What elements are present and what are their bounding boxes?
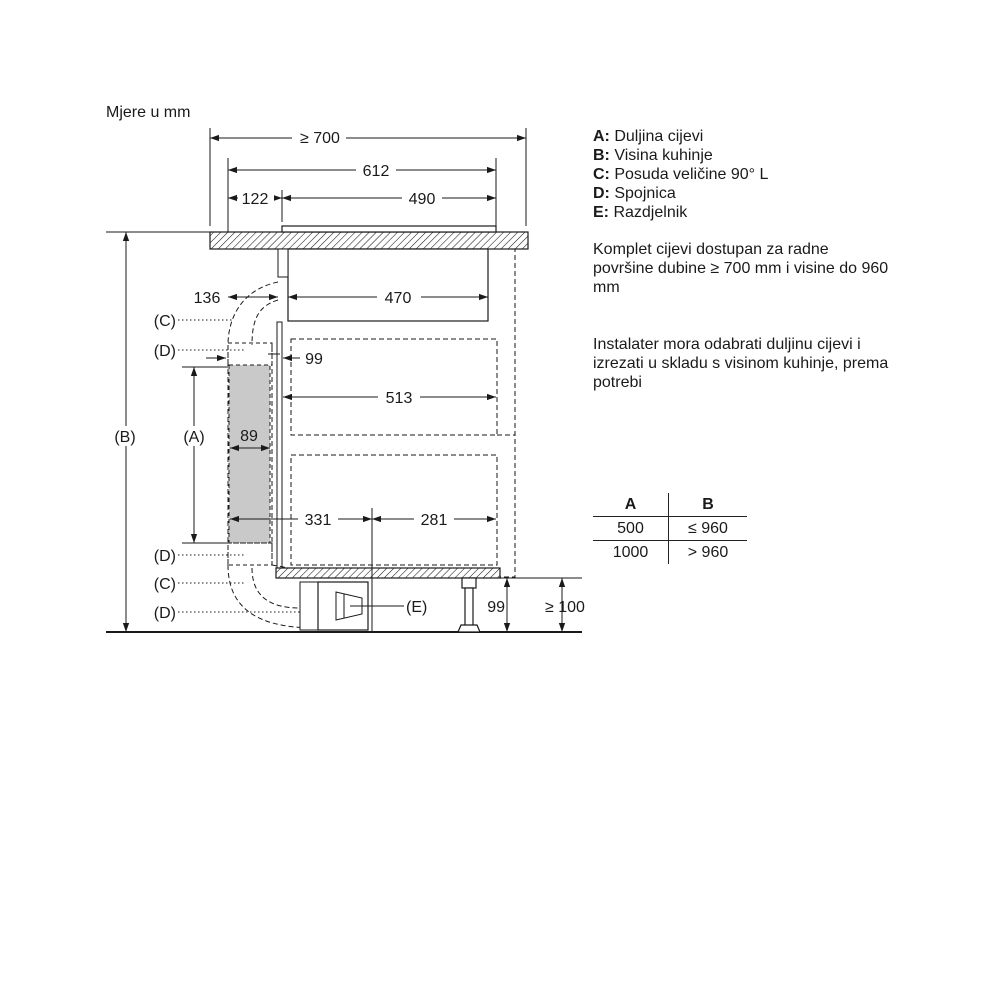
table-header-b: B (669, 493, 748, 517)
table-cell: 500 (593, 517, 669, 541)
legend-key: C: (593, 166, 610, 183)
cabinet-outline-right (497, 249, 515, 577)
callout-d-top: (D) (153, 343, 176, 360)
pipe-a (229, 365, 270, 543)
dim-label-470: 470 (384, 290, 412, 307)
legend-text: Visina kuhinje (614, 147, 713, 164)
dim-label-490: 490 (408, 191, 436, 208)
worktop (210, 232, 528, 249)
callout-d-mid: (D) (153, 548, 176, 565)
table-cell: > 960 (687, 543, 729, 561)
legend-key: A: (593, 128, 610, 145)
cabinet-foot (458, 578, 480, 632)
callout-e: (E) (406, 599, 428, 616)
dim-label-122: 122 (241, 191, 269, 208)
legend-key: D: (593, 185, 610, 202)
callout-d-bottom: (D) (153, 605, 176, 622)
dim-label-136: 136 (193, 290, 221, 307)
appliance-body (288, 249, 488, 321)
legend-row-d (593, 184, 768, 203)
dim-label-99-top: 99 (305, 351, 323, 368)
table-cell: ≤ 960 (669, 517, 748, 541)
connector-top (228, 343, 272, 365)
dim-label-612: 612 (362, 163, 390, 180)
legend-row-b (593, 146, 768, 165)
legend-key: E: (593, 204, 609, 221)
connector-mid (228, 543, 272, 565)
table-row (593, 517, 747, 541)
dim-label-700: ≥ 700 (300, 130, 340, 147)
table-header-row (593, 493, 747, 517)
note-installer: Instalater mora odabrati duljinu cijevi i izrezati u skladu s visinom kuhinje, prema potrebi (593, 336, 889, 391)
table-header-a: A (593, 493, 669, 517)
cabinet-base-shelf (276, 568, 500, 578)
callout-c-bottom: (C) (153, 576, 176, 593)
cabinet-back-panel (277, 322, 282, 578)
dim-label-100: ≥ 100 (545, 599, 585, 616)
units-label: Mjere u mm (106, 104, 191, 121)
cooktop-glass (282, 226, 496, 232)
legend-text: Posuda veličine 90° L (614, 166, 769, 183)
legend-text: Duljina cijevi (614, 128, 704, 145)
callout-c-top: (C) (153, 313, 176, 330)
legend-text: Razdjelnik (613, 204, 688, 221)
table-cell: 1000 (593, 541, 669, 565)
appliance-fan-box (278, 249, 288, 277)
length-height-table (593, 493, 747, 564)
dim-label-281: 281 (420, 512, 448, 529)
legend-row-c (593, 165, 768, 184)
legend (593, 127, 768, 222)
legend-row-e (593, 203, 768, 222)
dim-label-331: 331 (304, 512, 332, 529)
note-kit-availability: Komplet cijevi dostupan za radne površine dubine ≥ 700 mm i visine do 960 mm (593, 241, 889, 296)
table-row (593, 541, 747, 565)
legend-text: Spojnica (614, 185, 676, 202)
callout-b: (B) (114, 429, 136, 446)
dim-label-513: 513 (385, 390, 413, 407)
dim-label-99-bottom: 99 (487, 599, 505, 616)
legend-key: B: (593, 147, 610, 164)
callout-a: (A) (183, 429, 205, 446)
legend-row-a (593, 127, 768, 146)
dim-label-89: 89 (240, 428, 258, 445)
